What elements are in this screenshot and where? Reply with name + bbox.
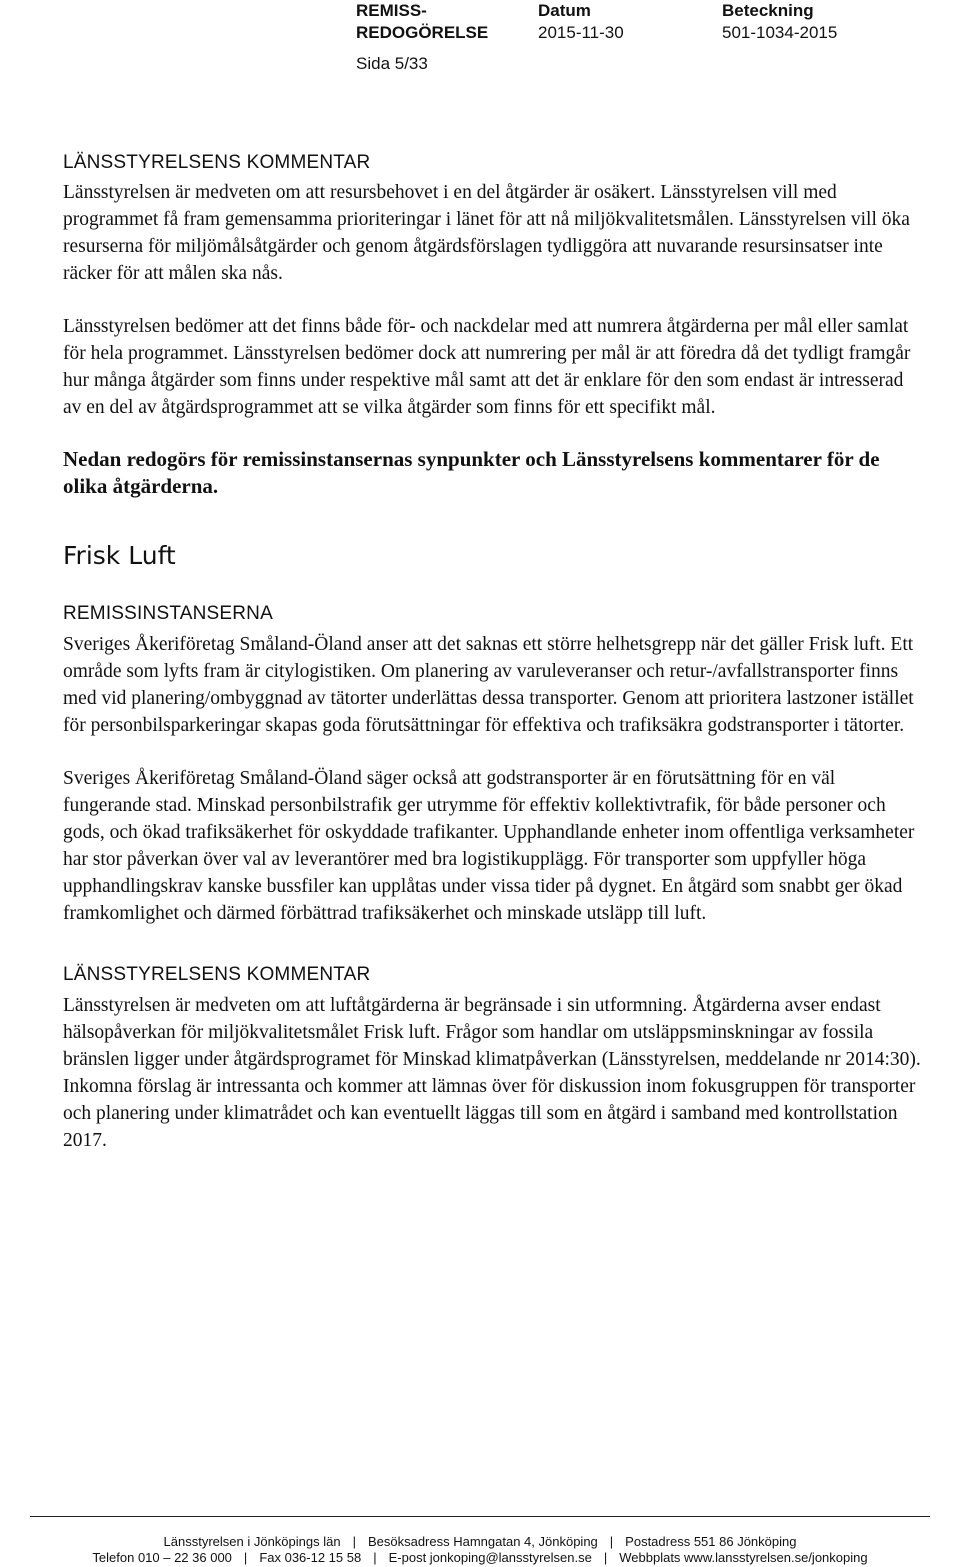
document-body <box>63 150 923 1154</box>
footer-visit-address: Besöksadress Hamngatan 4, Jönköping <box>367 1534 598 1549</box>
date-block <box>538 0 624 44</box>
footer-org: Länsstyrelsen i Jönköpings län <box>163 1534 341 1549</box>
section-heading-remissinstanserna: REMISSINSTANSERNA <box>63 603 273 624</box>
section-heading-lansstyrelsens-kommentar: LÄNSSTYRELSENS KOMMENTAR <box>63 964 371 985</box>
reference-block <box>722 0 837 44</box>
paragraph: Sveriges Åkeriföretag Småland-Öland säger också att godstransporter är en förutsättning för en väl fungerande stad. Minskad personbilstrafik ger utrymme för effektiv kollektivtrafik, för både personer och gods, och ökad trafiksäkerhet för oskyddade trafikanter. Upphandlande enheter inom offentliga verksamheter har stor påverkan över val av leverantörer med bra logistikupplägg. För transporter som uppfyller höga upphandlingskrav kanske bussfiler kan upplåtas under vissa tider på dygnet. En åtgärd som snabbt ger ökad framkomlighet och därmed förbättrad trafiksäkerhet och minskade utsläpp till luft. <box>63 768 915 924</box>
reference-label: Beteckning <box>722 1 814 20</box>
page-number: Sida 5/33 <box>356 54 428 73</box>
document-type: REMISS-REDOGÖRELSE <box>356 1 489 42</box>
footer-divider <box>30 1516 930 1517</box>
footer-line-2: Telefon 010 – 22 36 000 | Fax 036-12 15 58 | E-post jonkoping@lansstyrelsen.se | Webbplats www.lansstyrelsen.se/jonkoping <box>92 1550 868 1565</box>
reference-value: 501-1034-2015 <box>722 23 838 42</box>
footer-postal-address: Postadress 551 86 Jönköping <box>625 1534 797 1549</box>
paragraph: Länsstyrelsen är medveten om att luftåtgärderna är begränsade i sin utformning. Åtgärderna avser endast hälsopåverkan för miljökvalitetsmålet Frisk luft. Frågor som handlar om utsläppsminskningar av fossila bränslen ligger under åtgärdsprogramet för Minskad klimatpåverkan (Länsstyrelsen, meddelande nr 2014:30). Inkomna förslag är intressanta och kommer att lämnas över för diskussion inom fokusgruppen för transporter och planering under klimatrådet och kan eventuellt läggas till som en åtgärd i samband med kontrollstation 2017. <box>63 995 921 1151</box>
footer-email: E-post jonkoping@lansstyrelsen.se <box>388 1550 592 1565</box>
section-heading-lansstyrelsens-kommentar: LÄNSSTYRELSENS KOMMENTAR <box>63 152 371 173</box>
paragraph: Länsstyrelsen är medveten om att resursbehovet i en del åtgärder är osäkert. Länsstyrelsen vill med programmet få fram gemensamma prioriteringar i länet för att nå miljökvalitetsmålen. Länsstyrelsen vill öka resurserna för miljömålsåtgärder och genom åtgärdsförslagen tydliggöra att nuvarande resursinsatser inte räcker för att målen ska nås. <box>63 182 910 284</box>
paragraph: Länsstyrelsen bedömer att det finns både för- och nackdelar med att numrera åtgärderna per mål eller samlat för hela programmet. Länsstyrelsen bedömer dock att numrering per mål är att föredra då det tydligt framgår hur många åtgärder som finns under respektive mål samt att det är enklare för den som endast är intresserad av en del av åtgärdsprogrammet att se vilka åtgärder som finns för ett specifikt mål. <box>63 316 911 418</box>
footer-line-1: Länsstyrelsen i Jönköpings län | Besöksadress Hamngatan 4, Jönköping | Postadress 551 86 Jönköping <box>163 1534 797 1549</box>
date-value: 2015-11-30 <box>538 23 624 42</box>
paragraph: Sveriges Åkeriföretag Småland-Öland anser att det saknas ett större helhetsgrepp när det gäller Frisk luft. Ett område som lyfts fram är citylogistiken. Om planering av varuleveranser och retur-/avfallstransporter finns med vid planering/ombyggnad av tätorter underlättas dessa transporter. Genom att prioritera lastzoner istället för personbilsparkeringar skapas goda förutsättningar för effektiva och trafiksäkra godstransporter i tätorter. <box>63 634 914 736</box>
date-label: Datum <box>538 1 591 20</box>
footer-phone: Telefon 010 – 22 36 000 <box>92 1550 232 1565</box>
footer-fax: Fax 036-12 15 58 <box>259 1550 362 1565</box>
footer-website: Webbplats www.lansstyrelsen.se/jonkoping <box>619 1550 868 1565</box>
bold-paragraph: Nedan redogörs för remissinstansernas synpunkter och Länsstyrelsens kommentarer för de olika åtgärderna. <box>63 447 880 498</box>
heading-frisk-luft: Frisk Luft <box>63 541 176 570</box>
